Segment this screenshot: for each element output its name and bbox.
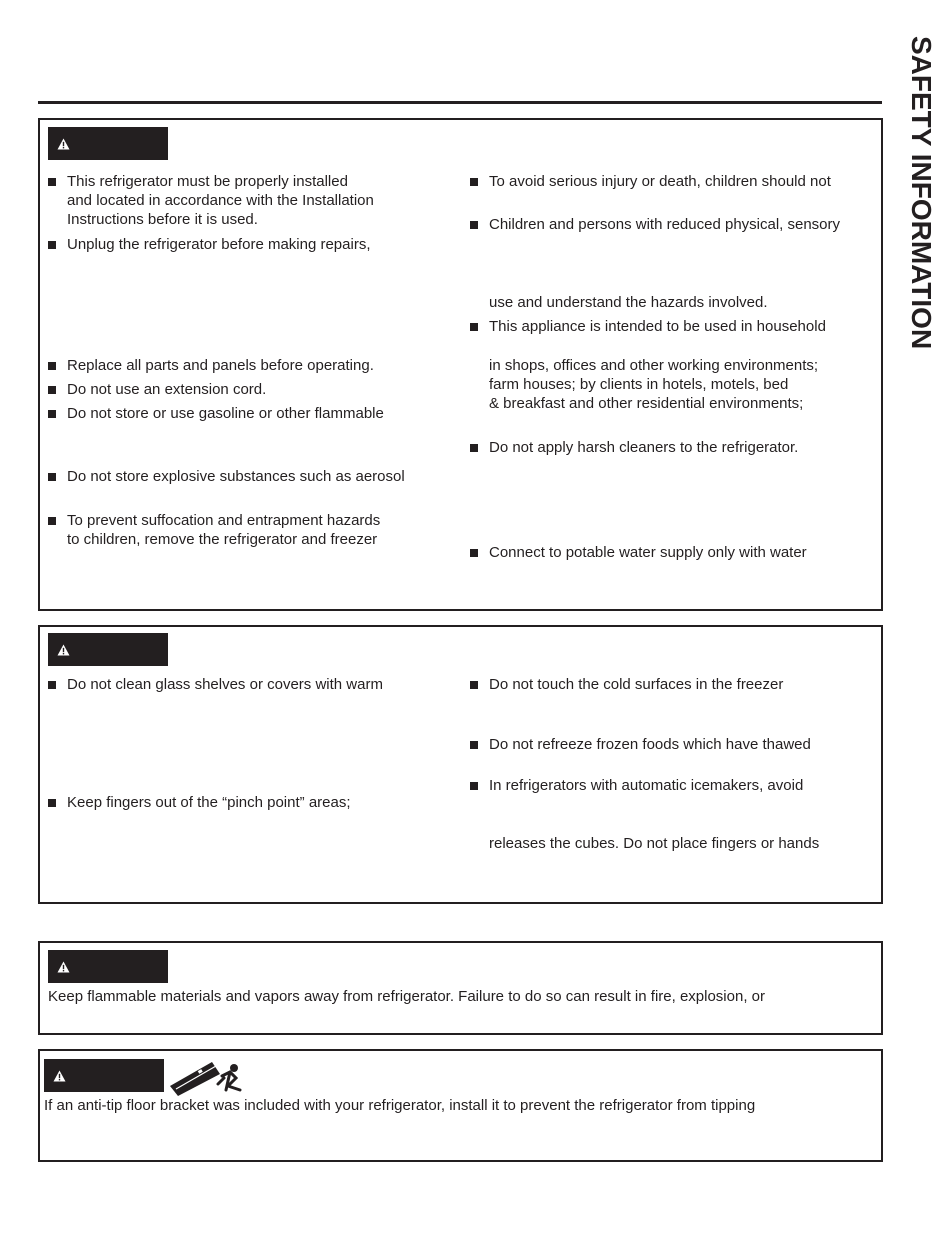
warning-triangle-icon — [57, 138, 70, 150]
bullet-icon — [470, 741, 478, 749]
bullet-icon — [48, 386, 56, 394]
list-item: Do not store explosive substances such as aerosol — [48, 467, 448, 486]
bullet-icon — [48, 362, 56, 370]
list-item: Do not refreeze frozen foods which have thawed — [470, 735, 875, 754]
list-item-continuation: use and understand the hazards involved. — [489, 294, 768, 311]
header-rule — [38, 101, 882, 104]
warning-triangle-icon — [57, 961, 70, 973]
list-item: Do not apply harsh cleaners to the refrigerator. — [470, 438, 875, 457]
bullet-icon — [48, 241, 56, 249]
refrigerator-tip-over-icon — [168, 1056, 244, 1098]
list-item: This appliance is intended to be used in household — [470, 317, 875, 336]
bullet-icon — [470, 178, 478, 186]
list-item: Unplug the refrigerator before making repairs, — [48, 235, 438, 254]
list-item: Keep fingers out of the “pinch point” areas; — [48, 793, 438, 812]
list-item: To avoid serious injury or death, children should not — [470, 172, 875, 191]
list-item: Do not touch the cold surfaces in the freezer — [470, 675, 875, 694]
list-item: To prevent suffocation and entrapment hazards to children, remove the refrigerator and freezer — [48, 511, 438, 549]
bullet-icon — [48, 473, 56, 481]
bullet-icon — [470, 444, 478, 452]
tip-over-warning-text: If an anti-tip floor bracket was included with your refrigerator, install it to prevent the refrigerator from tipping — [44, 1097, 756, 1114]
bullet-icon — [470, 782, 478, 790]
list-item-continuation: in shops, offices and other working environments; farm houses; by clients in hotels, motels, bed & breakfast and other residential environments; — [489, 357, 819, 412]
section-title: SAFETY INFORMATION — [906, 36, 937, 350]
bullet-icon — [48, 681, 56, 689]
bullet-icon — [48, 517, 56, 525]
list-item-continuation: releases the cubes. Do not place fingers or hands — [489, 835, 820, 852]
warning-triangle-icon — [57, 644, 70, 656]
warning-badge — [48, 633, 168, 666]
warning-badge — [48, 127, 168, 160]
bullet-icon — [470, 681, 478, 689]
list-item: This refrigerator must be properly installed and located in accordance with the Installation Instructions before it is used. — [48, 172, 438, 229]
bullet-icon — [470, 221, 478, 229]
bullet-icon — [48, 410, 56, 418]
list-item: Do not use an extension cord. — [48, 380, 438, 399]
bullet-icon — [470, 549, 478, 557]
warning-badge — [44, 1059, 164, 1092]
bullet-icon — [48, 178, 56, 186]
warning-badge — [48, 950, 168, 983]
bullet-icon — [48, 799, 56, 807]
list-item: Children and persons with reduced physical, sensory — [470, 215, 875, 234]
list-item: In refrigerators with automatic icemakers, avoid — [470, 776, 875, 795]
list-item: Do not store or use gasoline or other flammable — [48, 404, 438, 423]
warning-triangle-icon — [53, 1070, 66, 1082]
list-item: Connect to potable water supply only with water — [470, 543, 875, 562]
list-item: Replace all parts and panels before operating. — [48, 356, 438, 375]
flammable-warning-text: Keep flammable materials and vapors away from refrigerator. Failure to do so can result in fire, explosion, or — [48, 988, 765, 1005]
list-item: Do not clean glass shelves or covers with warm — [48, 675, 438, 694]
warning-box-caution — [38, 625, 883, 904]
bullet-icon — [470, 323, 478, 331]
